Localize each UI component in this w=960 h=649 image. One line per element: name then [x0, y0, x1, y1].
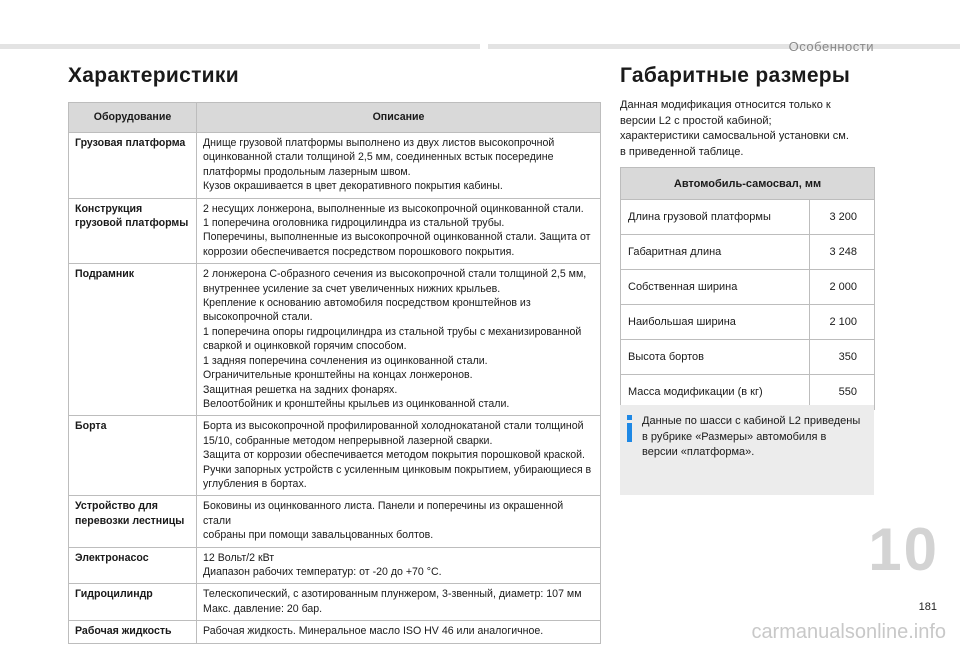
dimension-value: 2 000 — [810, 270, 875, 305]
description-line: 2 лонжерона C-образного сечения из высокопрочной стали толщиной 2,5 мм, — [203, 268, 587, 281]
dimensions-header-row — [621, 168, 875, 200]
table-row — [69, 547, 601, 584]
equipment-description — [197, 496, 601, 547]
info-note-text: Данные по шасси с кабиной L2 приведены в рубрике «Размеры» автомобиля в версии «платформа». — [642, 415, 861, 458]
description-line: 1 задняя поперечина сочленения из оцинкованной стали. — [203, 354, 488, 367]
dimension-label: Наибольшая ширина — [621, 305, 810, 340]
equipment-label: Устройство для перевозки лестницы — [69, 496, 197, 547]
table-header-row — [69, 103, 601, 133]
description-line: 2 несущих лонжерона, выполненные из высокопрочной оцинкованной стали. — [203, 202, 584, 215]
description-line: 15/10, собранные методом непрерывной лазерной сварки. — [203, 434, 493, 447]
description-line: Крепление к основанию автомобиля посредством кронштейнов из — [203, 297, 531, 310]
description-line: сваркой и оцинковкой горячим способом. — [203, 340, 407, 353]
characteristics-title: Характеристики — [68, 64, 239, 87]
description-line: 12 Вольт/2 кВт — [203, 551, 275, 564]
dimension-label: Габаритная длина — [621, 235, 810, 270]
description-line: углубления в бортах. — [203, 477, 307, 490]
equipment-label: Электронасос — [69, 547, 197, 584]
description-line: коррозии обеспечивается посредством порошкового покрытия. — [203, 245, 515, 258]
description-line: Рабочая жидкость. Минеральное масло ISO HV 46 или аналогичное. — [203, 625, 544, 638]
equipment-description — [197, 621, 601, 643]
dimension-label: Собственная ширина — [621, 270, 810, 305]
dimension-label: Масса модификации (в кг) — [621, 375, 810, 410]
table-row — [621, 235, 875, 270]
table-row — [69, 133, 601, 199]
header-rule-left — [0, 44, 480, 49]
info-icon — [626, 415, 633, 442]
dimension-value: 550 — [810, 375, 875, 410]
description-line: Ограничительные кронштейны на концах лонжеронов. — [203, 369, 473, 382]
equipment-label: Подрамник — [69, 264, 197, 416]
description-line: Защита от коррозии обеспечивается методом покрытия порошковой краской. — [203, 449, 585, 462]
table-row — [621, 200, 875, 235]
equipment-label: Конструкция грузовой платформы — [69, 198, 197, 264]
description-line: Макс. давление: 20 бар. — [203, 602, 323, 615]
equipment-label: Гидроцилиндр — [69, 584, 197, 621]
dimension-value: 2 100 — [810, 305, 875, 340]
watermark: carmanualsonline.info — [751, 621, 946, 643]
description-line: Борта из высокопрочной профилированной холоднокатаной стали толщиной — [203, 420, 584, 433]
equipment-label: Грузовая платформа — [69, 133, 197, 199]
dimension-value: 3 248 — [810, 235, 875, 270]
dimension-value: 3 200 — [810, 200, 875, 235]
equipment-label: Рабочая жидкость — [69, 621, 197, 643]
column-header-description: Описание — [197, 103, 601, 133]
table-row — [69, 496, 601, 547]
table-row — [69, 198, 601, 264]
table-row — [69, 584, 601, 621]
dimensions-table — [620, 167, 875, 410]
description-line: Велоотбойник и кронштейны крыльев из оцинкованной стали. — [203, 397, 510, 410]
chapter-number: 10 — [868, 516, 939, 583]
characteristics-table — [68, 102, 601, 644]
dimensions-title: Габаритные размеры — [620, 64, 851, 87]
description-line: платформы продольным лазерным швом. — [203, 165, 411, 178]
equipment-description — [197, 198, 601, 264]
dimensions-intro: Данная модификация относится только к версии L2 с простой кабиной; характеристики самосвальной установки см. в приведенной таблице. — [620, 99, 849, 158]
table-row — [69, 416, 601, 496]
dimension-label: Высота бортов — [621, 340, 810, 375]
equipment-description — [197, 264, 601, 416]
description-line: Кузов окрашивается в цвет декоративного покрытия кабины. — [203, 180, 503, 193]
equipment-description — [197, 584, 601, 621]
dimension-label: Длина грузовой платформы — [621, 200, 810, 235]
table-row — [621, 340, 875, 375]
header-rule-right — [488, 44, 960, 49]
description-line: 1 поперечина оголовника гидроцилиндра из стальной трубы. — [203, 217, 505, 230]
description-line: Телескопический, с азотированным плунжером, 3-звенный, диаметр: 107 мм — [203, 588, 582, 601]
section-title: Особенности — [788, 39, 874, 54]
page-number: 181 — [918, 601, 937, 613]
table-row — [69, 264, 601, 416]
equipment-description — [197, 416, 601, 496]
description-line: собраны при помощи завальцованных болтов. — [203, 529, 434, 542]
description-line: Ручки запорных устройств с усиленным цинковым покрытием, убирающиеся в — [203, 463, 592, 476]
dimension-value: 350 — [810, 340, 875, 375]
column-header-equipment: Оборудование — [69, 103, 197, 133]
dimensions-header: Автомобиль-самосвал, мм — [621, 168, 875, 200]
info-note — [620, 405, 874, 495]
description-line: Защитная решетка на задних фонарях. — [203, 383, 398, 396]
table-row — [621, 270, 875, 305]
table-row — [621, 305, 875, 340]
description-line: высокопрочной стали. — [203, 311, 313, 324]
description-line: 1 поперечина опоры гидроцилиндра из стальной трубы с механизированной — [203, 325, 582, 338]
description-line: Боковины из оцинкованного листа. Панели и поперечины из окрашенной стали — [203, 500, 564, 527]
table-row — [69, 621, 601, 643]
equipment-description — [197, 547, 601, 584]
description-line: внутреннее усиление за счет увеличенных нижних крыльев. — [203, 282, 501, 295]
equipment-description — [197, 133, 601, 199]
description-line: Диапазон рабочих температур: от -20 до +70 °C. — [203, 565, 442, 578]
equipment-label: Борта — [69, 416, 197, 496]
description-line: Поперечины, выполненные из высокопрочной оцинкованной стали. Защита от — [203, 231, 591, 244]
description-line: оцинкованной стали толщиной 2,5 мм, соединенных встык посередине — [203, 151, 554, 164]
description-line: Днище грузовой платформы выполнено из двух листов высокопрочной — [203, 137, 555, 149]
